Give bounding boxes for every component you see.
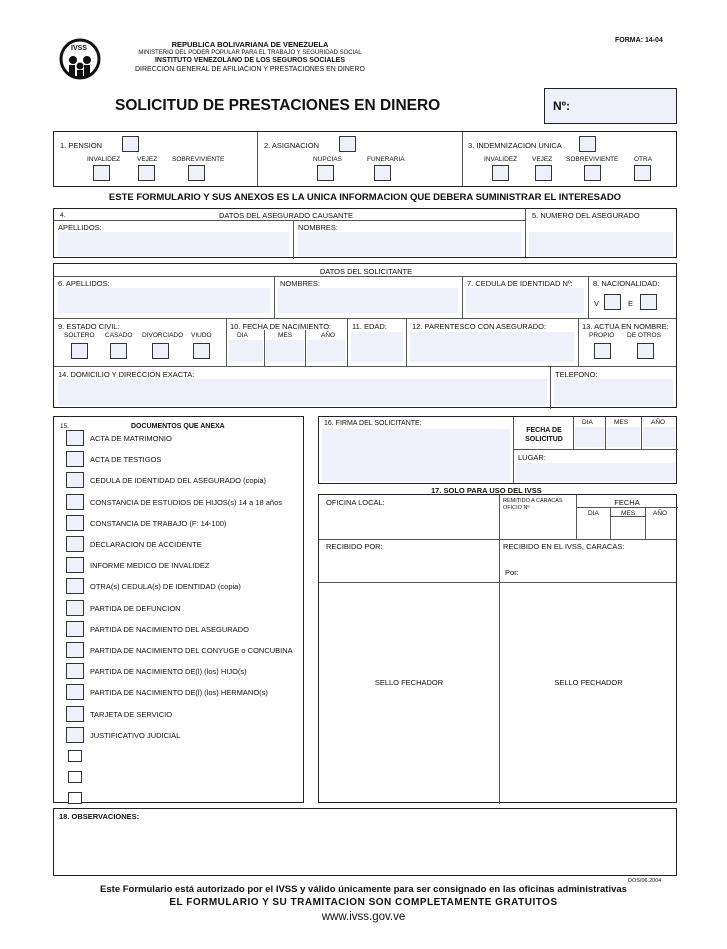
documento-label: DECLARACION DE ACCIDENTE (90, 540, 202, 549)
asegurado-section (53, 208, 677, 258)
nupcias-checkbox[interactable] (317, 165, 334, 181)
vejez2-label: VEJEZ (532, 156, 553, 163)
documento-checkbox[interactable] (66, 451, 84, 467)
viudo-label: VIUDO (191, 332, 212, 339)
documento-checkbox[interactable] (66, 578, 84, 594)
form-code: FORMA: 14-04 (615, 37, 663, 44)
documento-checkbox[interactable] (66, 684, 84, 700)
nacionalidad-v-label: V (594, 299, 600, 308)
casado-label: CASADO (105, 332, 133, 339)
documentos-num: 15. (60, 423, 70, 430)
solicitante-nombres-label: NOMBRES: (280, 279, 321, 288)
indemnizacion-checkbox[interactable] (579, 136, 596, 152)
documento-label: INFORME MEDICO DE INVALIDEZ (90, 561, 210, 571)
documento-label: PARTIDA DE NACIMIENTO DE(l) (los) HIJO(s) (90, 667, 247, 677)
sobreviviente-checkbox[interactable] (188, 165, 205, 181)
solicitante-apellidos-label: 6. APELLIDOS: (58, 279, 110, 288)
vejez-checkbox[interactable] (138, 165, 155, 181)
propio-checkbox[interactable] (594, 343, 611, 359)
documento-checkbox[interactable] (66, 430, 84, 446)
pension-checkbox[interactable] (122, 136, 139, 152)
soltero-label: SOLTERO (64, 332, 95, 339)
documento-checkbox[interactable] (66, 515, 84, 531)
notice-text: ESTE FORMULARIO Y SUS ANEXOS ES LA UNICA INFORMACION QUE DEBERA SUMINISTRAR EL INTERESADO (108, 192, 622, 203)
asegurado-nombres-field[interactable] (298, 232, 521, 256)
header-institute: INSTITUTO VENEZOLANO DE LOS SEGUROS SOCIALES (154, 57, 346, 64)
domicilio-field[interactable] (58, 379, 547, 405)
documento-checkbox[interactable] (66, 663, 84, 679)
fecha-nacimiento-label: 10. FECHA DE NACIMIENTO: (230, 322, 332, 331)
ivss-logo (58, 38, 102, 80)
nupcias-label: NUPCIAS (313, 156, 342, 163)
invalidez-label: INVALIDEZ (87, 156, 121, 163)
otra-label: OTRA (634, 156, 653, 163)
fn-dia-label: DIA (237, 332, 248, 339)
header-republic: REPUBLICA BOLIVARIANA DE VENEZUELA (171, 40, 329, 49)
divorciado-checkbox[interactable] (152, 343, 169, 359)
asegurado-nombres-label: NOMBRES: (298, 223, 339, 232)
invalidez2-checkbox[interactable] (492, 165, 509, 181)
por-label: Por: (505, 568, 519, 577)
sello-fechador-2: SELLO FECHADOR (554, 678, 623, 687)
invalidez-checkbox[interactable] (93, 165, 110, 181)
fn-dia-field[interactable] (229, 340, 263, 362)
firma-section (318, 416, 677, 484)
documento-checkbox[interactable] (66, 706, 84, 722)
fecha-solicitud-label: FECHA DE SOLICITUD (525, 427, 563, 443)
asignacion-label: 2. ASIGNACION (264, 141, 320, 150)
recibido-caracas-label: RECIBIDO EN EL IVSS, CARACAS: (503, 542, 625, 551)
documento-label: PARTIDA DE NACIMIENTO DEL CONYUGE o CONCUBINA (90, 646, 293, 655)
lugar-label: LUGAR: (518, 453, 546, 462)
telefono-field[interactable] (554, 379, 673, 405)
ivss-mes-label: MES (621, 510, 636, 517)
observaciones-label: 18. OBSERVACIONES: (59, 812, 140, 821)
solicitante-nombres-field[interactable] (278, 288, 458, 313)
fs-mes-field[interactable] (607, 427, 640, 447)
oficina-label: OFICINA LOCAL: (326, 498, 385, 507)
documentos-section (53, 416, 304, 803)
documento-checkbox[interactable] (66, 536, 84, 552)
fs-dia-field[interactable] (575, 427, 604, 447)
casado-checkbox[interactable] (110, 343, 127, 359)
documentos-title: DOCUMENTOS QUE ANEXA (131, 423, 225, 430)
footer-url[interactable]: www.ivss.gov.ve (321, 911, 406, 923)
firma-field[interactable] (322, 429, 510, 481)
funeraria-label: FUNERARIA (367, 156, 405, 163)
documento-checkbox[interactable] (66, 557, 84, 573)
sello-fechador-1: SELLO FECHADOR (374, 678, 444, 687)
soltero-checkbox[interactable] (71, 343, 88, 359)
benefit-type-section (53, 131, 677, 187)
number-box[interactable] (544, 88, 677, 124)
nacionalidad-v-checkbox[interactable] (604, 294, 621, 310)
form-title: SOLICITUD DE PRESTACIONES EN DINERO (115, 97, 441, 114)
asegurado-numero-label: 5. NUMERO DEL ASEGURADO (532, 211, 640, 220)
invalidez2-label: INVALIDEZ (484, 156, 518, 163)
documento-checkbox[interactable] (66, 642, 84, 658)
number-label: Nº: (553, 99, 571, 113)
edad-field[interactable] (351, 332, 403, 362)
firma-label: 16. FIRMA DEL SOLICITANTE: (324, 420, 422, 427)
sobreviviente2-checkbox[interactable] (584, 165, 601, 181)
sobreviviente2-label: SOBREVIVIENTE (566, 156, 619, 163)
documento-checkbox[interactable] (66, 472, 84, 488)
asegurado-apellidos-label: APELLIDOS: (58, 223, 102, 232)
fs-mes-label: MES (614, 419, 629, 426)
ivss-dia-label: DIA (588, 510, 599, 517)
fn-mes-field[interactable] (266, 340, 304, 362)
documento-label: JUSTIFICATIVO JUDICIAL (90, 730, 181, 740)
documento-label: TARJETA DE SERVICIO (90, 709, 173, 719)
nacionalidad-e-checkbox[interactable] (640, 294, 657, 310)
cedula-label: 7. CEDULA DE IDENTIDAD Nº: (467, 279, 573, 288)
asegurado-title: DATOS DEL ASEGURADO CAUSANTE (219, 211, 354, 220)
fn-anio-label: AÑO (321, 332, 336, 339)
footer-line2: EL FORMULARIO Y SU TRAMITACION SON COMPLETAMENTE GRATUITOS (169, 897, 558, 908)
extra-checkbox[interactable] (68, 750, 82, 762)
documento-checkbox[interactable] (66, 600, 84, 616)
solicitante-section (53, 263, 677, 408)
footer-code: DOS/06.2004 (628, 878, 662, 884)
documento-label: PARTIDA DE NACIMIENTO DE(l) (los) HERMANO(s) (90, 688, 268, 698)
fs-anio-label: AÑO (651, 419, 666, 426)
documento-label: PARTIDA DE NACIMIENTO DEL ASEGURADO (90, 624, 249, 634)
documento-label: OTRA(s) CEDULA(s) DE IDENTIDAD (copia) (90, 582, 241, 592)
recibido-label: RECIBIDO POR: (326, 542, 383, 551)
documento-checkbox[interactable] (66, 621, 84, 637)
estado-civil-label: 9. ESTADO CIVIL: (58, 322, 120, 331)
edad-label: 11. EDAD: (352, 322, 387, 331)
documento-label: ACTA DE TESTIGOS (90, 455, 162, 465)
pension-label: 1. PENSION (60, 141, 103, 150)
asegurado-num: 4. (60, 212, 66, 219)
vejez2-checkbox[interactable] (535, 165, 552, 181)
otros-checkbox[interactable] (637, 343, 654, 359)
documento-label: CEDULA DE IDENTIDAD DEL ASEGURADO (copia) (90, 476, 267, 486)
viudo-checkbox[interactable] (193, 343, 210, 359)
sobreviviente-label: SOBREVIVIENTE (172, 156, 225, 163)
asegurado-numero-field[interactable] (529, 232, 673, 256)
documento-label: ACTA DE MATRIMONIO (90, 434, 172, 443)
nacionalidad-label: 8. NACIONALIDAD: (593, 279, 660, 288)
header-ministry: MINISTERIO DEL PODER POPULAR PARA EL TRABAJO Y SEGURIDAD SOCIAL (138, 50, 362, 56)
ivss-anio-label: AÑO (653, 510, 668, 517)
fs-anio-field[interactable] (643, 427, 675, 447)
otros-label: DE OTROS (627, 332, 661, 339)
observaciones-section (53, 808, 677, 876)
fs-dia-label: DIA (582, 419, 593, 426)
otra-checkbox[interactable] (634, 165, 651, 181)
header-direction: DIRECCION GENERAL DE AFILIACION Y PRESTACIONES EN DINERO (134, 66, 365, 73)
propio-label: PROPIO (589, 332, 615, 339)
divorciado-label: DIVORCIADO (142, 332, 184, 339)
telefono-label: TELEFONO: (555, 370, 598, 379)
extra-checkbox[interactable] (68, 792, 82, 804)
lugar-field[interactable] (516, 463, 675, 481)
indemnizacion-label: 3. INDEMNIZACION UNICA (468, 141, 562, 150)
documento-label: PARTIDA DE DEFUNCION (90, 603, 181, 613)
funeraria-checkbox[interactable] (374, 165, 391, 181)
solicitante-title: DATOS DEL SOLICITANTE (319, 267, 413, 276)
cedula-field[interactable] (466, 288, 584, 313)
fn-mes-label: MES (278, 332, 293, 339)
remitido-label: REMITIDO A CARACAS OFICIO Nº (503, 498, 563, 511)
domicilio-label: 14. DOMICILIO Y DIRECCION EXACTA: (58, 370, 195, 379)
footer-line1: Este Formulario está autorizado por el IVSS y válido únicamente para ser consignado en las oficinas administrativas (100, 884, 627, 895)
documento-checkbox[interactable] (66, 494, 84, 510)
parentesco-label: 12. PARENTESCO CON ASEGURADO: (412, 322, 547, 331)
vejez-label: VEJEZ (137, 156, 158, 163)
solicitante-apellidos-field[interactable] (58, 288, 270, 313)
observaciones-field[interactable] (56, 823, 674, 873)
extra-checkbox[interactable] (68, 771, 82, 783)
parentesco-field[interactable] (410, 332, 574, 362)
fn-anio-field[interactable] (307, 340, 345, 362)
documento-label: CONSTANCIA DE ESTUDIOS DE HIJOS(s) 14 a 18 años (90, 497, 282, 507)
documento-label: CONSTANCIA DE TRABAJO (F: 14-100) (90, 518, 227, 528)
ivss-section (318, 494, 677, 803)
asegurado-apellidos-field[interactable] (58, 232, 289, 256)
logo-text: IVSS (71, 45, 87, 52)
actua-label: 13. ACTUA EN NOMBRE: (582, 322, 669, 331)
ivss-fecha-label: FECHA (614, 498, 640, 507)
nacionalidad-e-label: E (628, 299, 634, 308)
ivss-title: 17. SOLO PARA USO DEL IVSS (431, 486, 542, 495)
asignacion-checkbox[interactable] (339, 136, 356, 152)
documento-checkbox[interactable] (66, 727, 84, 743)
